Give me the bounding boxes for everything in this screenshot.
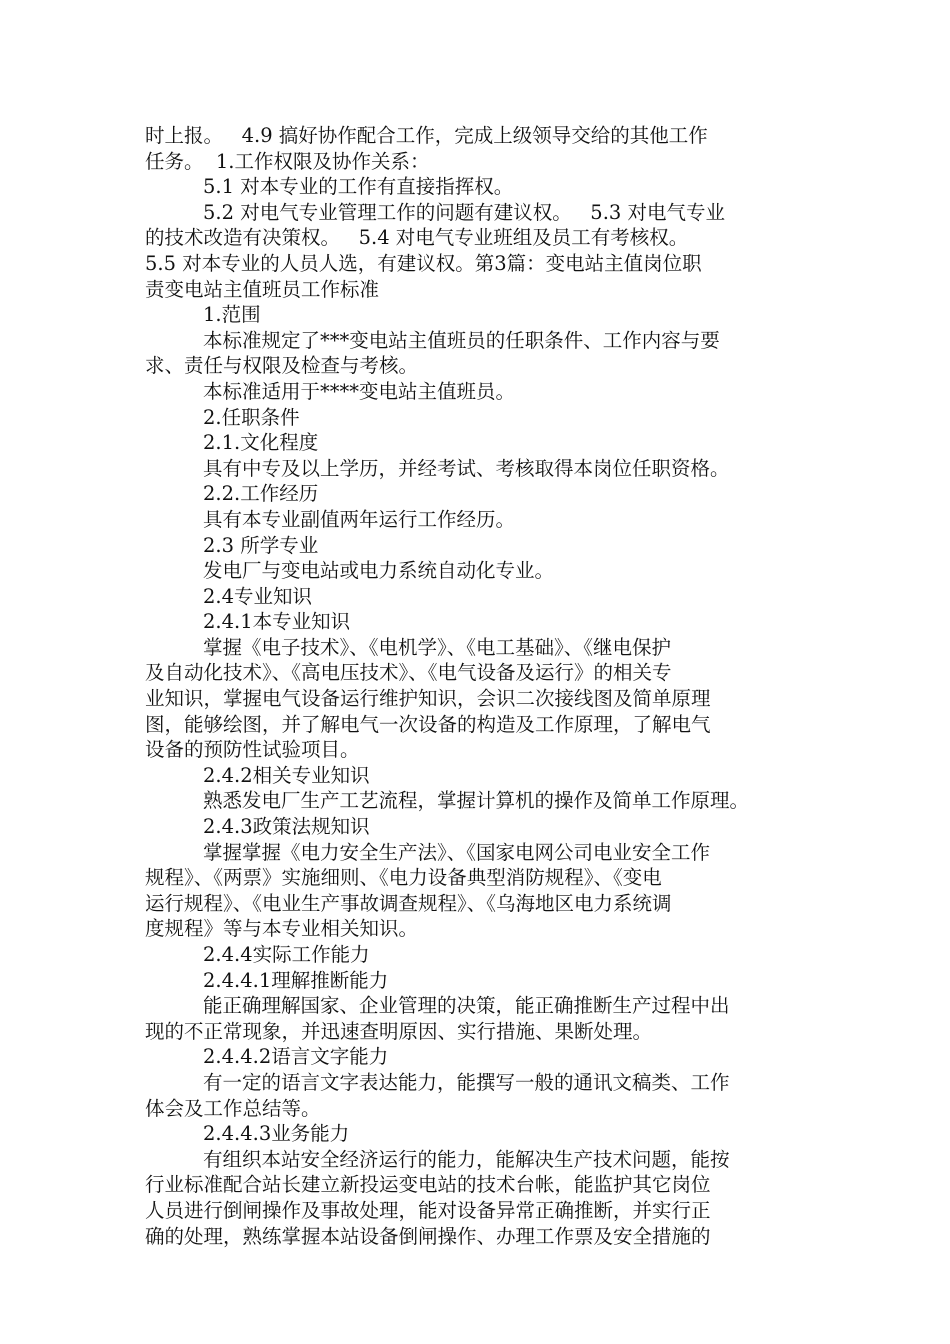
text-line: 2.4专业知识 bbox=[203, 584, 313, 608]
text-line: 业知识，掌握电气设备运行维护知识，会识二次接线图及简单原理 bbox=[145, 687, 711, 711]
text-line: 2.4.4.3业务能力 bbox=[203, 1122, 350, 1146]
text-line: 2.1.文化程度 bbox=[203, 431, 319, 455]
text-line: 时上报。 4.9 搞好协作配合工作，完成上级领导交给的其他工作 bbox=[145, 124, 708, 147]
text-line: 本标准适用于****变电站主值班员。 bbox=[203, 379, 516, 403]
text-line: 2.任职条件 bbox=[203, 405, 300, 429]
text-line: 任务。 1.工作权限及协作关系： bbox=[145, 149, 430, 173]
text-line: 2.4.3政策法规知识 bbox=[203, 815, 370, 839]
text-line: 能正确理解国家、企业管理的决策，能正确推断生产过程中出 bbox=[203, 994, 730, 1018]
text-line: 图，能够绘图，并了解电气一次设备的构造及工作原理，了解电气 bbox=[145, 712, 711, 736]
text-line: 5.2 对电气专业管理工作的问题有建议权。 5.3 对电气专业 bbox=[203, 200, 726, 224]
text-line: 责变电站主值班员工作标准 bbox=[145, 277, 380, 301]
text-line: 确的处理，熟练掌握本站设备倒闸操作、办理工作票及安全措施的 bbox=[145, 1224, 711, 1248]
text-line: 有一定的语言文字表达能力，能撰写一般的通讯文稿类、工作 bbox=[203, 1070, 730, 1094]
text-line: 5.1 对本专业的工作有直接指挥权。 bbox=[203, 175, 514, 199]
text-line: 本标准规定了***变电站主值班员的任职条件、工作内容与要 bbox=[203, 328, 720, 352]
text-line: 1.范围 bbox=[203, 303, 261, 327]
text-line: 2.4.4实际工作能力 bbox=[203, 943, 370, 966]
text-line: 体会及工作总结等。 bbox=[145, 1096, 321, 1120]
text-line: 2.3 所学专业 bbox=[203, 533, 319, 557]
text-line: 2.2.工作经历 bbox=[203, 482, 319, 506]
text-line: 掌握掌握《电力安全生产法》、《国家电网公司电业安全工作 bbox=[203, 840, 711, 864]
text-line: 5.5 对本专业的人员人选，有建议权。第3篇：变电站主值岗位职 bbox=[145, 251, 702, 275]
text-line: 2.4.4.2语言文字能力 bbox=[203, 1045, 389, 1069]
text-line: 规程》、《两票》实施细则、《电力设备典型消防规程》、《变电 bbox=[145, 866, 662, 890]
text-line: 具有中专及以上学历，并经考试、考核取得本岗位任职资格。 bbox=[203, 456, 730, 480]
text-line: 2.4.1本专业知识 bbox=[203, 610, 351, 634]
text-line: 掌握《电子技术》、《电机学》、《电工基础》、《继电保护 bbox=[203, 635, 672, 659]
text-line: 发电厂与变电站或电力系统自动化专业。 bbox=[203, 559, 555, 583]
text-line: 行业标准配合站长建立新投运变电站的技术台帐，能监护其它岗位 bbox=[145, 1173, 711, 1197]
document-body bbox=[145, 123, 825, 1249]
text-line: 2.4.2相关专业知识 bbox=[203, 763, 370, 787]
text-line: 人员进行倒闸操作及事故处理，能对设备异常正确推断，并实行正 bbox=[145, 1198, 711, 1222]
text-line: 2.4.4.1理解推断能力 bbox=[203, 968, 389, 992]
text-line: 及自动化技术》、《高电压技术》、《电气设备及运行》的相关专 bbox=[145, 661, 672, 685]
text-line: 有组织本站安全经济运行的能力，能解决生产技术问题，能按 bbox=[203, 1147, 730, 1171]
text-line: 现的不正常现象，并迅速查明原因、实行措施、果断处理。 bbox=[145, 1019, 653, 1043]
text-line: 具有本专业副值两年运行工作经历。 bbox=[203, 507, 516, 531]
text-line: 求、责任与权限及检查与考核。 bbox=[145, 354, 419, 378]
text-line: 度规程》等与本专业相关知识。 bbox=[145, 917, 419, 941]
text-line: 运行规程》、《电业生产事故调查规程》、《乌海地区电力系统调 bbox=[145, 891, 672, 915]
text-line: 熟悉发电厂生产工艺流程，掌握计算机的操作及简单工作原理。 bbox=[203, 789, 750, 813]
text-line: 设备的预防性试验项目。 bbox=[145, 738, 360, 762]
text-line: 的技术改造有决策权。 5.4 对电气专业班组及员工有考核权。 bbox=[145, 226, 689, 250]
